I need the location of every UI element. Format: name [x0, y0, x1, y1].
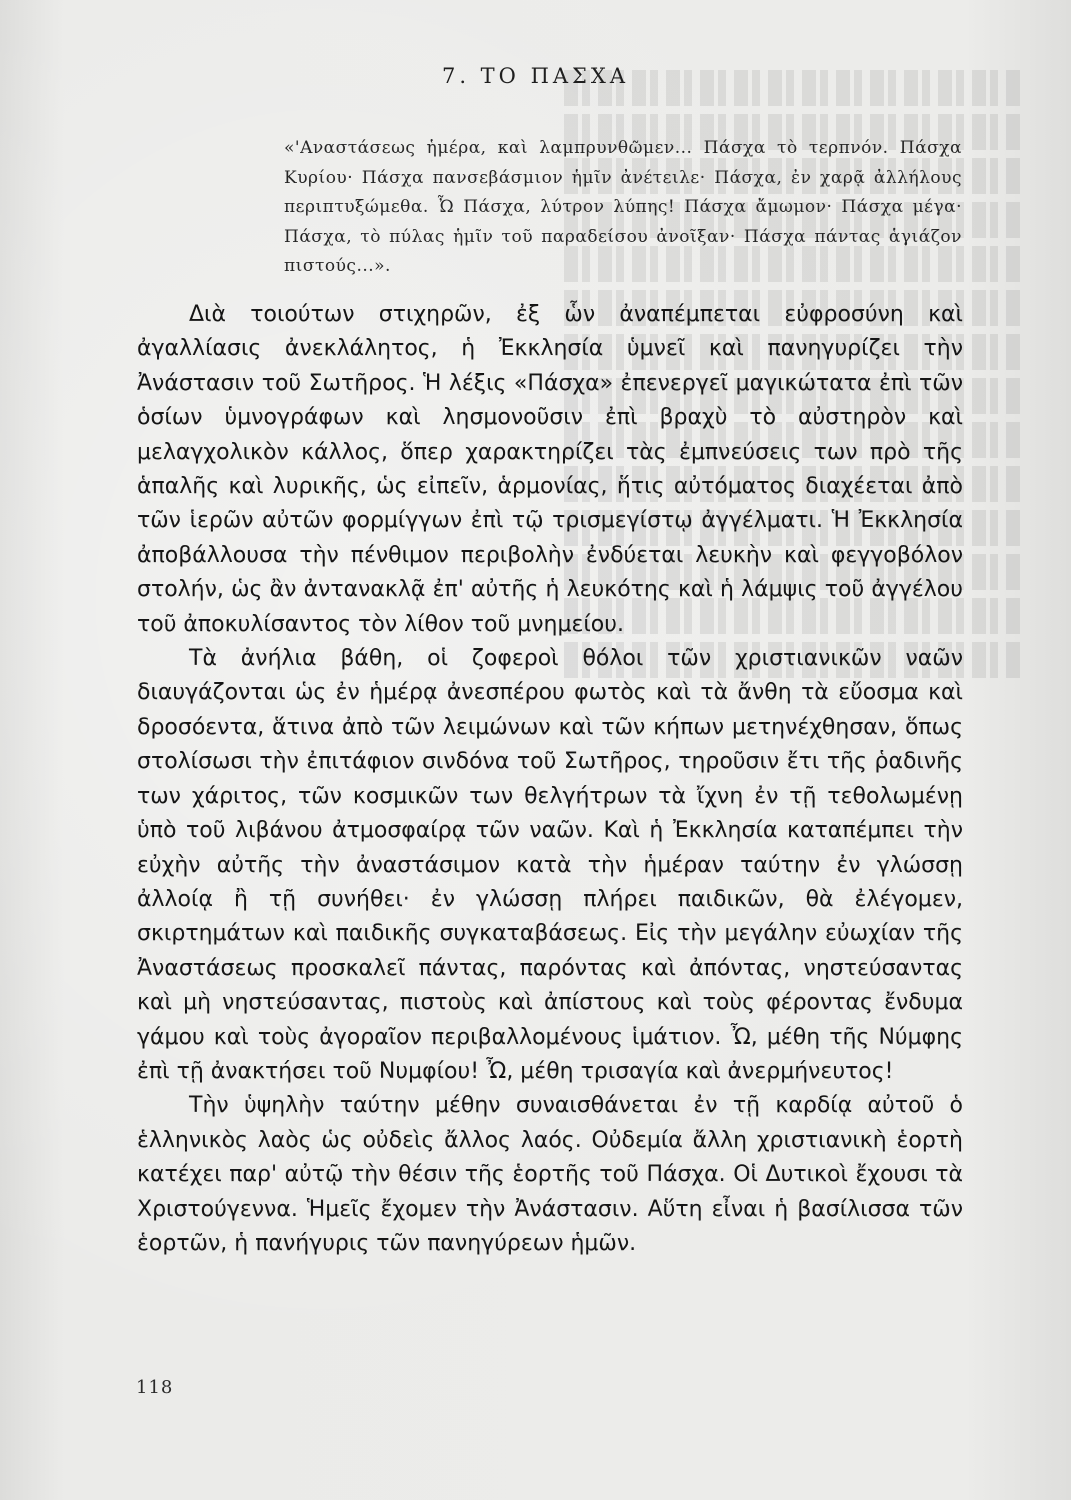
paragraph: Τὰ ἀνήλια βάθη, οἱ ζοφεροὶ θόλοι τῶν χριστιανικῶν ναῶν διαυγάζονται ὡς ἐν ἡμέρᾳ ἀνεσπέρου φωτὸς καὶ τὰ ἄνθη τὰ εὔοσμα καὶ δροσόεντα, ἅτινα ἀπὸ τῶν λειμώνων καὶ τῶν κήπων μετηνέχθησαν, ὅπως στολίσωσι τὴν ἐπιτάφιον σινδόνα τοῦ Σωτῆρος, τηροῦσιν ἔτι τῆς ῥαδινῆς των χάριτος, τῶν κοσμικῶν των θελγήτρων τὰ ἴχνη ἐν τῇ τεθολωμένῃ ὑπὸ τοῦ λιβάνου ἀτμοσφαίρᾳ τῶν ναῶν. Καὶ ἡ Ἐκκλησία καταπέμπει τὴν εὐχὴν αὐτῆς τὴν ἀναστάσιμον κατὰ τὴν ἡμέραν ταύτην ἐν γλώσσῃ ἀλλοίᾳ ἢ τῇ συνήθει· ἐν γλώσσῃ πλήρει παιδικῶν, θὰ ἐλέγομεν, σκιρτημάτων καὶ παιδικῆς συγκαταβάσεως. Εἰς τὴν μεγάλην εὐωχίαν τῆς Ἀναστάσεως προσκαλεῖ πάντας, παρόντας καὶ ἀπόντας, νηστεύσαντας καὶ μὴ νηστεύσαντας, πιστοὺς καὶ ἀπίστους καὶ τοὺς φέροντας ἔνδυμα γάμου καὶ τοὺς ἀγοραῖον περιβαλλομένους ἱμάτιον. Ὦ, μέθη τῆς Νύμφης ἐπὶ τῇ ἀνακτήσει τοῦ Νυμφίου! Ὦ, μέθη τρισαγία καὶ ἀνερμήνευτος! — [137, 646, 963, 1084]
paragraph: Τὴν ὑψηλὴν ταύτην μέθην συναισθάνεται ἐν τῇ καρδίᾳ αὐτοῦ ὁ ἑλληνικὸς λαὸς ὡς οὐδεὶς ἄλλος λαός. Οὐδεμία ἄλλη χριστιανικὴ ἑορτὴ κατέχει παρ' αὐτῷ τὴν θέσιν τῆς ἑορτῆς τοῦ Πάσχα. Οἱ Δυτικοὶ ἔχουσι τὰ Χριστούγεννα. Ἡμεῖς ἔχομεν τὴν Ἀνάστασιν. Αὕτη εἶναι ἡ βασίλισσα τῶν ἑορτῶν, ἡ πανήγυρις τῶν πανηγύρεων ἡμῶν. — [137, 1093, 963, 1256]
paragraph: Διὰ τοιούτων στιχηρῶν, ἐξ ὧν ἀναπέμπεται εὐφροσύνη καὶ ἀγαλλίασις ἀνεκλάλητος, ἡ Ἐκκλησία ὑμνεῖ καὶ πανηγυρίζει τὴν Ἀνάστασιν τοῦ Σωτῆρος. Ἡ λέξις «Πάσχα» ἐπενεργεῖ μαγικώτατα ἐπὶ τῶν ὁσίων ὑμνογράφων καὶ λησμονοῦσιν ἐπὶ βραχὺ τὸ αὐστηρὸν καὶ μελαγχολικὸν κάλλος, ὅπερ χαρακτηρίζει τὰς ἐμπνεύσεις των πρὸ τῆς ἁπαλῆς καὶ λυρικῆς, ὡς εἰπεῖν, ἁρμονίας, ἥτις αὐτόματος διαχέεται ἀπὸ τῶν ἱερῶν αὐτῶν φορμίγγων ἐπὶ τῷ τρισμεγίστῳ ἀγγέλματι. Ἡ Ἐκκλησία ἀποβάλλουσα τὴν πένθιμον περιβολὴν ἐνδύεται λευκὴν καὶ φεγγοβόλον στολήν, ὡς ἂν ἀντανακλᾷ ἐπ' αὐτῆς ἡ λευκότης καὶ ἡ λάμψις τοῦ ἀγγέλου τοῦ ἀποκυλίσαντος τὸν λίθον τοῦ μνημείου. — [137, 302, 963, 637]
chapter-title: 7. ΤΟ ΠΑΣΧΑ — [441, 64, 630, 88]
body-text — [137, 298, 963, 1261]
epigraph-quote: «'Αναστάσεως ἡμέρα, καὶ λαμπρυνθῶμεν... Πάσχα τὸ τερπνόν. Πάσχα Κυρίου· Πάσχα πανσεβάσμιον ἡμῖν ἀνέτειλε· Πάσχα, ἐν χαρᾷ ἀλλήλους περιπτυξώμεθα. Ὦ Πάσχα, λύτρον λύπης! Πάσχα ἄμωμον· Πάσχα μέγα· Πάσχα, τὸ πύλας ἡμῖν τοῦ παραδείσου ἀνοῖξαν· Πάσχα πάντας ἁγιάζον πιστούς...». — [284, 138, 962, 276]
page-number: 118 — [136, 1377, 174, 1398]
